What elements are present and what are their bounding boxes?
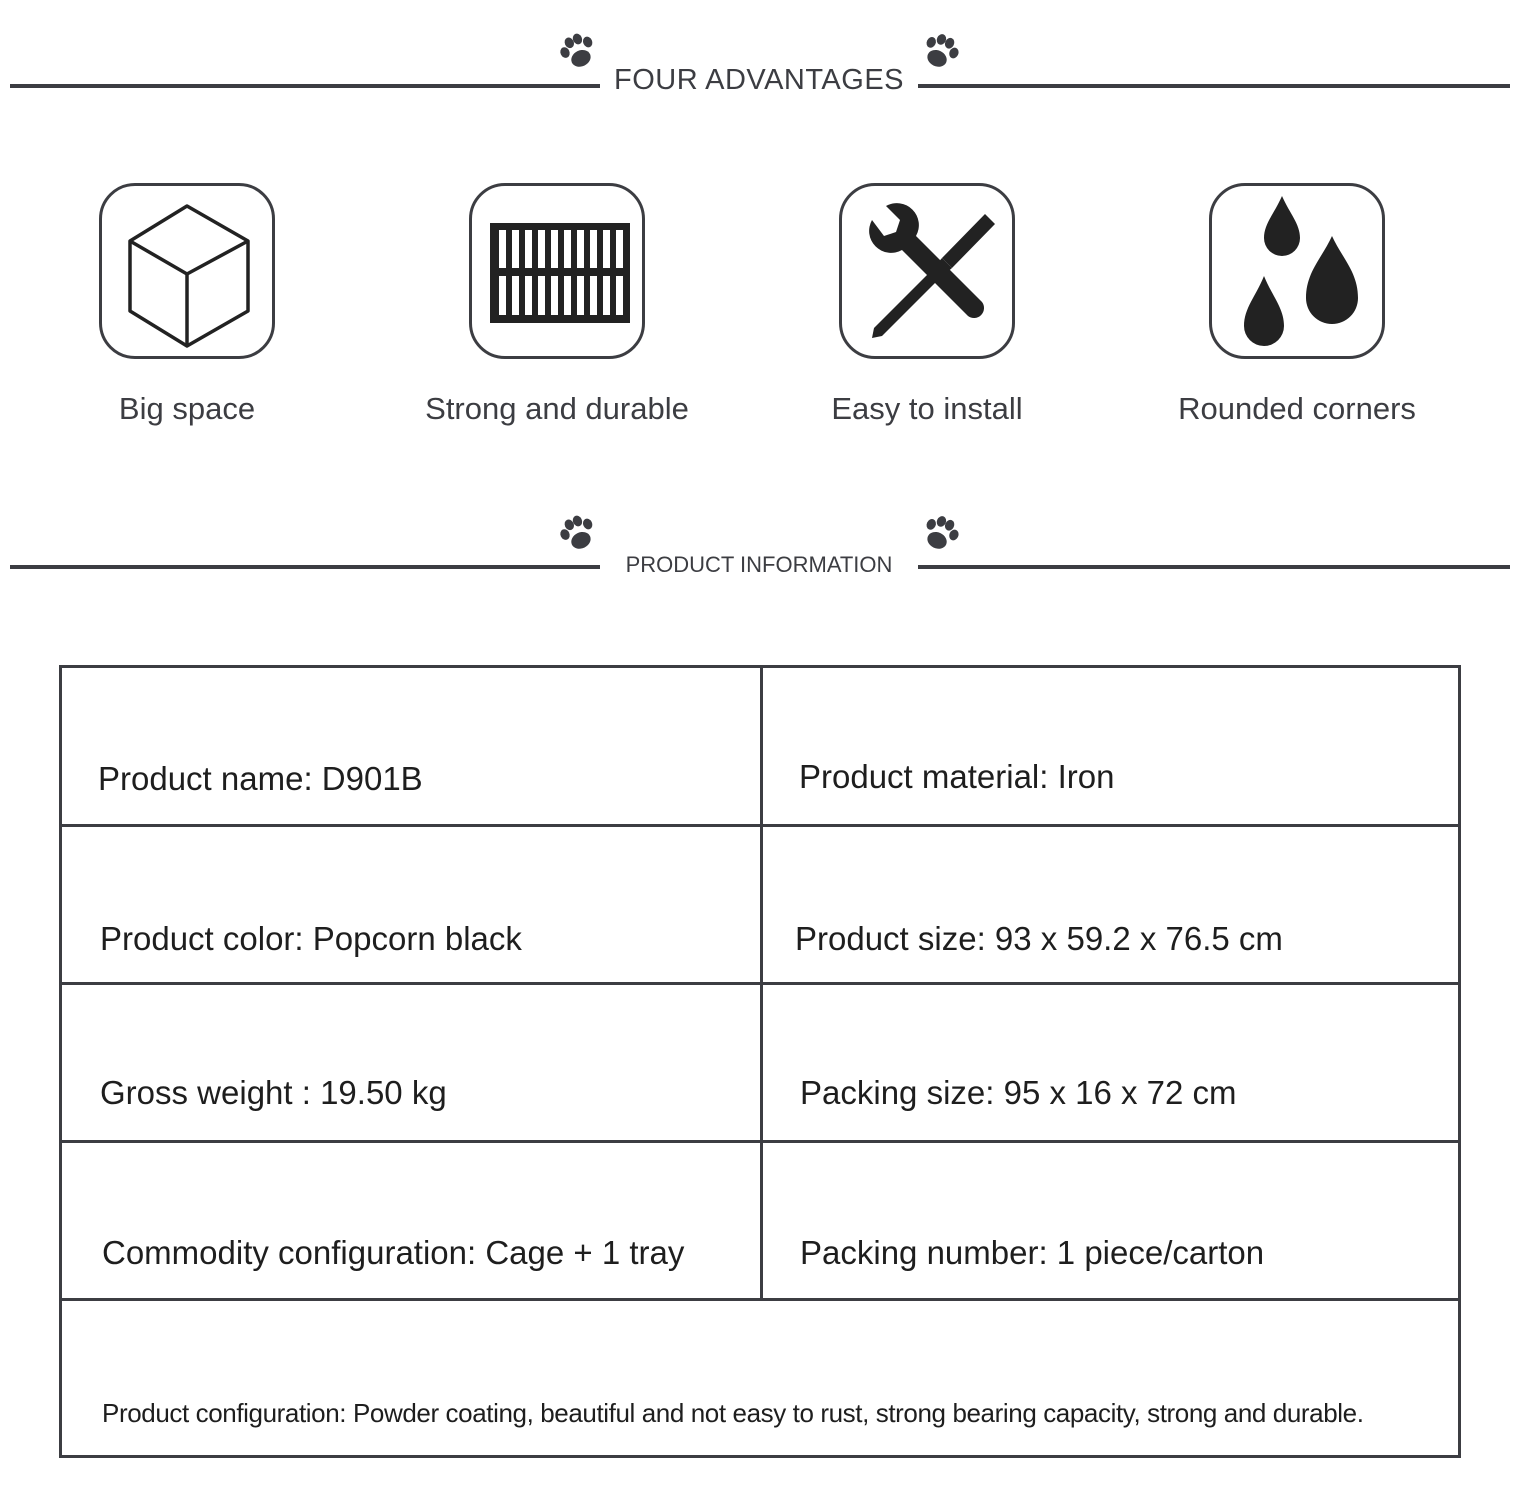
table-cell-gross-weight: Gross weight : 19.50 kg bbox=[100, 1074, 447, 1111]
section-header-advantages bbox=[0, 26, 1516, 106]
table-row-divider bbox=[62, 1140, 1458, 1143]
feature-label: Big space bbox=[118, 391, 256, 426]
table-cell-packing-size: Packing size: 95 x 16 x 72 cm bbox=[800, 1074, 1237, 1111]
table-cell-commodity-configuration: Commodity configuration: Cage + 1 tray bbox=[102, 1234, 685, 1271]
section-title: PRODUCT INFORMATION bbox=[625, 552, 893, 577]
paw-print-icon bbox=[916, 510, 964, 558]
table-row-divider bbox=[62, 824, 1458, 827]
feature-icon-box bbox=[99, 183, 275, 359]
table-cell-product-color: Product color: Popcorn black bbox=[100, 920, 522, 957]
divider-line-right bbox=[918, 565, 1510, 569]
table-cell-product-size: Product size: 93 x 59.2 x 76.5 cm bbox=[795, 920, 1283, 957]
section-header-product-info bbox=[0, 508, 1516, 588]
paw-print-icon bbox=[554, 510, 602, 558]
divider-line-left bbox=[10, 565, 600, 569]
table-cell-packing-number: Packing number: 1 piece/carton bbox=[800, 1234, 1265, 1271]
wrench-screwdriver-icon bbox=[842, 186, 1012, 356]
water-drops-icon bbox=[1212, 186, 1382, 356]
table-row-divider bbox=[62, 982, 1458, 985]
feature-icon-box bbox=[839, 183, 1015, 359]
feature-icon-box bbox=[1209, 183, 1385, 359]
paw-print-icon bbox=[554, 28, 602, 76]
feature-label: Rounded corners bbox=[1178, 391, 1416, 426]
product-info-table bbox=[59, 665, 1461, 1458]
grid-panel-icon bbox=[472, 186, 642, 356]
divider-line-left bbox=[10, 84, 600, 88]
feature-icon-box bbox=[469, 183, 645, 359]
cube-icon bbox=[102, 186, 272, 356]
feature-label: Strong and durable bbox=[425, 391, 689, 426]
section-title: FOUR ADVANTAGES bbox=[613, 64, 905, 96]
paw-print-icon bbox=[916, 28, 964, 76]
table-cell-product-name: Product name: D901B bbox=[98, 760, 423, 797]
divider-line-right bbox=[918, 84, 1510, 88]
feature-label: Easy to install bbox=[831, 391, 1023, 426]
table-cell-product-configuration: Product configuration: Powder coating, beautiful and not easy to rust, strong bearing capacity, strong and durable. bbox=[102, 1398, 1364, 1428]
table-row-divider bbox=[62, 1298, 1458, 1301]
table-cell-product-material: Product material: Iron bbox=[799, 758, 1115, 795]
